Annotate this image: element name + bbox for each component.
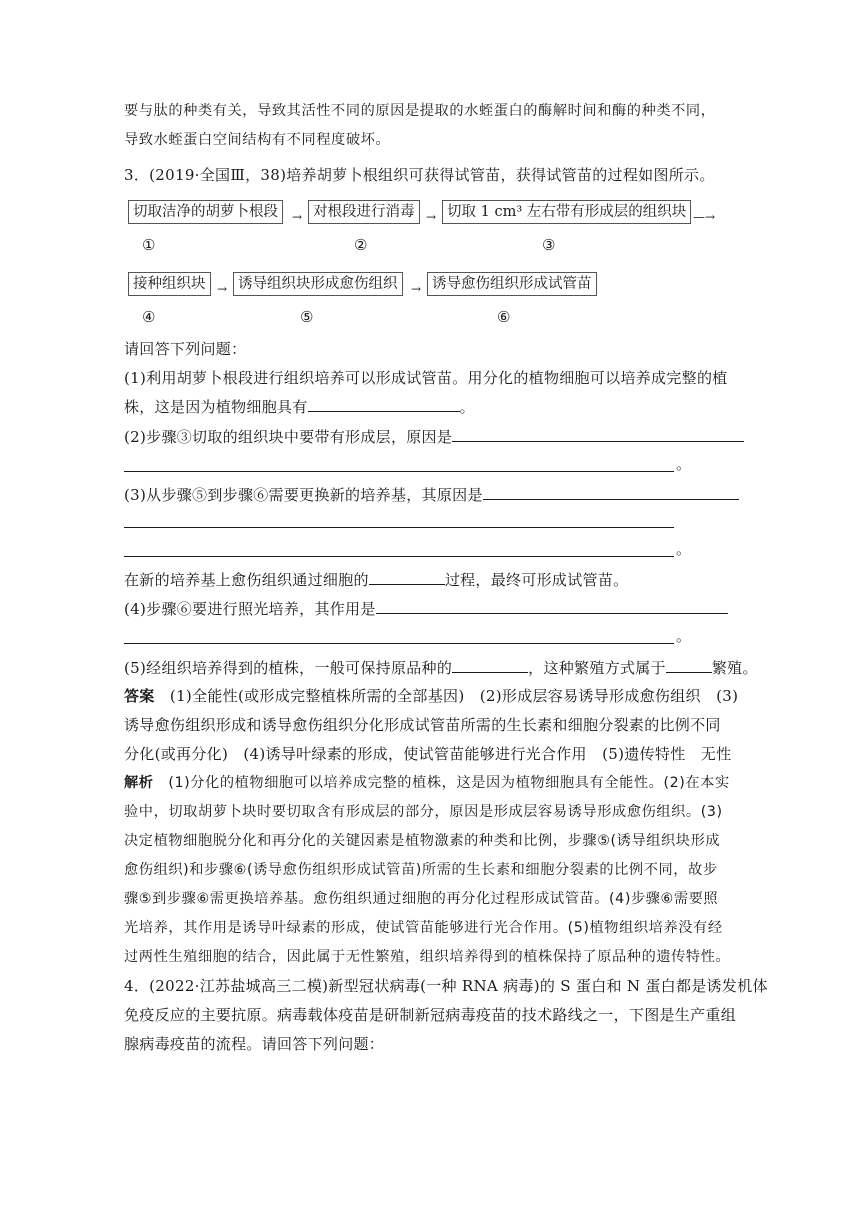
answer-blank[interactable] [483,484,739,500]
arrow-icon: → [411,282,422,296]
analysis-label: 解析 [124,775,154,791]
answer-line[interactable] [124,471,674,472]
answer-line-2: 诱导愈伤组织形成和诱导愈伤组织分化形成试管苗所需的生长素和细胞分裂素的比例不同 [124,716,721,734]
sub-question-1: (1)利用胡萝卜根段进行组织培养可以形成试管苗。用分化的植物细胞可以培养成完整的植 [124,369,728,387]
step-number: ③ [542,236,556,254]
step-number: ⑥ [497,308,511,326]
flow-step-2: 对根段进行消毒 [308,200,420,224]
analysis-line: 愈伤组织)和步骤⑥(诱导愈伤组织形成试管苗)所需的生长素和细胞分裂素的比例不同，故步 [124,862,718,878]
step-number: ⑤ [300,308,314,326]
analysis-line: 光培养，其作用是诱导叶绿素的形成，使试管苗能够进行光合作用。(5)植物组织培养没有经 [124,920,723,936]
sub-question-5: (5)经组织培养得到的植株，一般可保持原品种的 ，这种繁殖方式属于 繁殖。 [124,659,758,677]
prompt-text: 请回答下列问题： [124,340,247,358]
arrow-icon: → [426,210,437,224]
answer-line[interactable] [124,527,674,528]
flow-step-6: 诱导愈伤组织形成试管苗 [427,272,597,296]
answer-blank[interactable] [666,657,712,673]
analysis-line-1: 解析 (1)分化的植物细胞可以培养成完整的植株，这是因为植物细胞具有全能性。(2)在本实 [124,775,730,791]
analysis-line: 验中，切取胡萝卜块时要切取含有形成层的部分，原因是形成层容易诱导形成愈伤组织。(3) [124,804,723,820]
arrow-icon: → [217,282,228,296]
sub-question-3: (3)从步骤⑤到步骤⑥需要更换新的培养基，其原因是 [124,484,739,505]
period: 。 [676,540,692,558]
period: 。 [676,455,692,473]
analysis-line: 骤⑤到步骤⑥需更换培养基。愈伤组织通过细胞的再分化过程形成试管苗。(4)步骤⑥需要照 [124,891,719,907]
flow-step-4: 接种组织块 [128,272,211,296]
answer-line-3: 分化(或再分化) (4)诱导叶绿素的形成，使试管苗能够进行光合作用 (5)遗传特性 无性 [124,745,732,763]
step-number: ④ [142,308,156,326]
arrow-icon: → [292,210,303,224]
answer-blank[interactable] [452,426,744,442]
answer-line[interactable] [124,643,674,644]
answer-blank[interactable] [308,396,460,412]
analysis-line: 决定植物细胞脱分化和再分化的关键因素是植物激素的种类和比例，步骤⑤(诱导组织块形成 [124,833,721,849]
answer-blank[interactable] [376,598,728,614]
intro-line: 要与肽的种类有关，导致其活性不同的原因是提取的水蛭蛋白的酶解时间和酶的种类不同， [124,103,716,119]
intro-line: 导致水蛭蛋白空间结构有不同程度破坏。 [124,132,391,148]
answer-line[interactable] [124,556,674,557]
question-4-line: 腺病毒疫苗的流程。请回答下列问题： [124,1035,385,1053]
question-4-line: 免疫反应的主要抗原。病毒载体疫苗是研制新冠病毒疫苗的技术路线之一，下图是生产重组 [124,1006,737,1024]
sub-question-1-cont: 株，这是因为植物细胞具有 。 [124,398,475,416]
flow-step-5: 诱导组织块形成愈伤组织 [233,272,403,296]
question-4-line: 4．(2022·江苏盐城高三二模)新型冠状病毒(一种 RNA 病毒)的 S 蛋白和 N 蛋白都是诱发机体 [124,977,768,995]
sub-question-3-cont: 在新的培养基上愈伤组织通过细胞的 过程，最终可形成试管苗。 [124,571,629,589]
answer-label: 答案 [124,687,155,705]
step-number: ② [354,236,368,254]
step-number: ① [142,236,156,254]
answer-blank[interactable] [369,569,445,585]
flow-step-1: 切取洁净的胡萝卜根段 [128,200,283,224]
answer-blank[interactable] [452,657,528,673]
analysis-line: 过两性生殖细胞的结合，因此属于无性繁殖，组织培养得到的植株保持了原品种的遗传特性。 [124,949,731,965]
sub-question-2: (2)步骤③切取的组织块中要带有形成层，原因是 [124,426,744,447]
answer-line-1: 答案 (1)全能性(或形成完整植株所需的全部基因) (2)形成层容易诱导形成愈伤组织 (3) [124,687,739,705]
arrow-icon: —→ [693,210,716,224]
question-3-stem: 3．(2019·全国Ⅲ，38)培养胡萝卜根组织可获得试管苗，获得试管苗的过程如图所示。 [124,166,715,184]
sub-question-4: (4)步骤⑥要进行照光培养，其作用是 [124,598,728,619]
period: 。 [676,627,692,645]
flow-step-3: 切取 1 cm³ 左右带有形成层的组织块 [442,200,691,224]
